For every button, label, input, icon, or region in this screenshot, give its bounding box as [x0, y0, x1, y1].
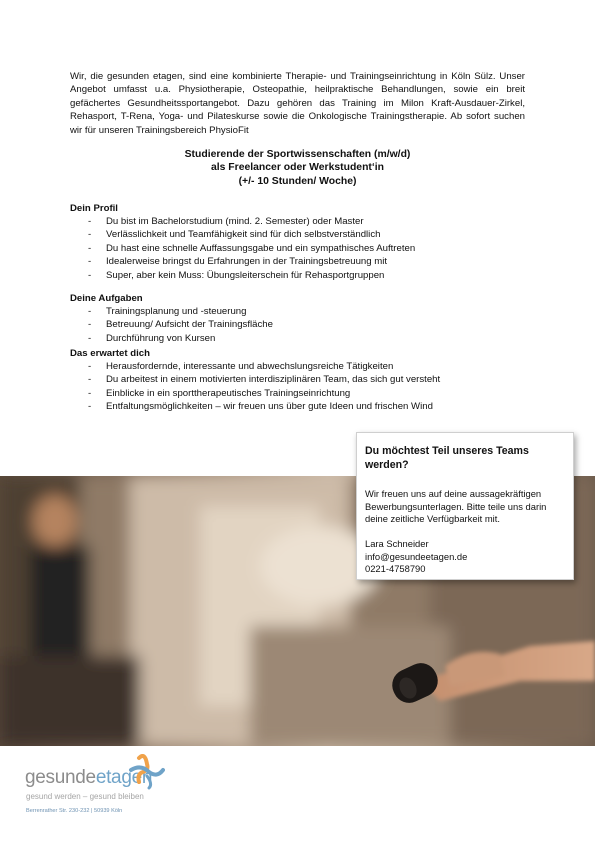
list-item: - Du bist im Bachelorstudium (mind. 2. Semester) oder Master: [88, 216, 364, 227]
section-title-aufgaben: Deine Aufgaben: [70, 293, 143, 304]
list-item: - Entfaltungsmöglichkeiten – wir freuen uns über gute Ideen und frischen Wind: [88, 401, 433, 413]
contact-email[interactable]: info@gesundeetagen.de: [365, 550, 468, 562]
list-item: - Betreuung/ Aufsicht der Trainingsfläche: [88, 319, 273, 331]
job-headline: [70, 148, 525, 188]
list-item: - Idealerweise bringst du Erfahrungen in der Trainingsbetreuung mit: [88, 256, 388, 268]
contact-block: [365, 538, 573, 576]
headline-line-2: als Freelancer oder Werkstudent‘in: [210, 162, 385, 174]
address: Berrenrather Str. 230-232 | 50939 Köln: [26, 808, 123, 814]
logo-tagline: gesund werden – gesund bleiben: [26, 792, 144, 801]
list-profil: [70, 215, 540, 282]
list-item: - Trainingsplanung und -steuerung: [88, 306, 247, 317]
headline-line-1: Studierende der Sportwissenschaften (m/w/d): [184, 149, 411, 160]
logo-symbol-icon: [127, 754, 165, 790]
list-erwartet: [70, 360, 540, 414]
list-item: - Du hast eine schnelle Auffassungsgabe und ein sympathisches Auftreten: [88, 242, 416, 254]
section-title-profil: Dein Profil: [70, 203, 118, 214]
list-item: - Herausfordernde, interessante und abwechslungsreiche Tätigkeiten: [88, 361, 394, 372]
callout-title: Du möchtest Teil unseres Teams werden?: [365, 445, 529, 471]
list-item: - Verlässlichkeit und Teamfähigkeit sind für dich selbstverständlich: [88, 229, 381, 241]
intro-paragraph: Wir, die gesunden etagen, sind eine kombinierte Therapie- und Trainingseinrichtung in Köln Sülz. Unser Angebot umfasst u.a. Physiotherapie, Osteopathie, heilpraktische Behandlungen, sowie ein breit gefächertes Gesundheitssportangebot. Dazu gehören das Training im Milon Kraft-Ausdauer-Zirkel, Rehasport, T-Rena, Yoga- und Pilateskurse sowie die Onkologische Trainingstherapie. Ab sofort suchen wir für unseren Trainingsbereich PhysioFit: [70, 71, 525, 136]
list-item: - Super, aber kein Muss: Übungsleiterschein für Rehasportgruppen: [88, 269, 385, 281]
list-aufgaben: [70, 305, 540, 345]
list-item: - Einblicke in ein sporttherapeutisches Trainingseinrichtung: [88, 387, 351, 399]
list-item: - Durchführung von Kursen: [88, 332, 216, 344]
callout-body: Wir freuen uns auf deine aussagekräftigen Bewerbungsunterlagen. Bitte teile uns darin deine zeitliche Verfügbarkeit mit.: [365, 488, 547, 525]
contact-phone[interactable]: 0221-4758790: [365, 563, 426, 575]
application-callout: [356, 432, 574, 580]
contact-name: Lara Schneider: [365, 537, 429, 549]
logo-wordmark: gesundeetagen: [25, 767, 153, 788]
list-item: - Du arbeitest in einem motivierten interdisziplinären Team, das sich gut versteht: [88, 374, 441, 386]
section-title-erwartet: Das erwartet dich: [70, 348, 150, 359]
headline-line-3: (+/- 10 Stunden/ Woche): [238, 175, 357, 187]
